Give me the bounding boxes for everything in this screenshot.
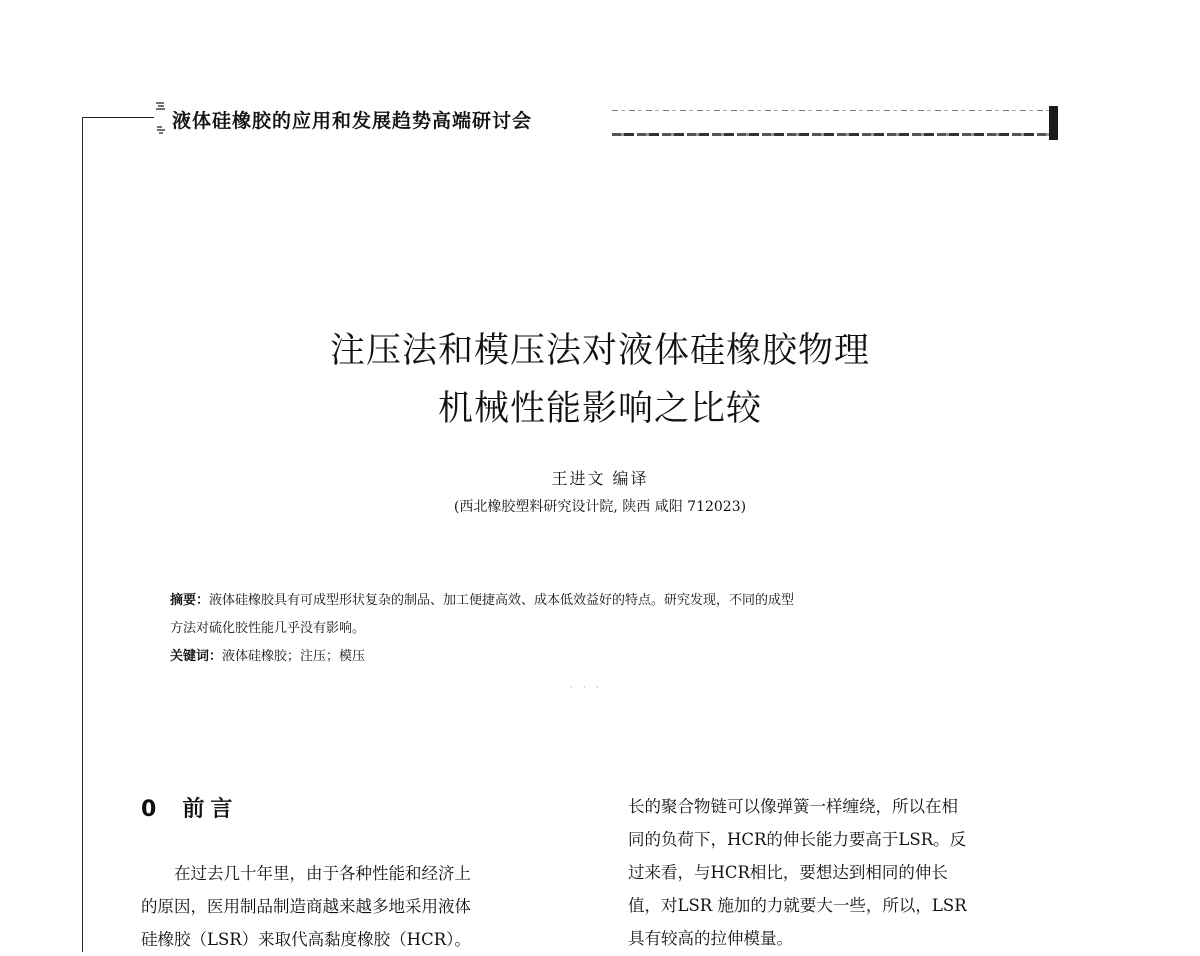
keywords [170,643,1050,671]
keywords-label: 关键词： [170,649,223,664]
body-column-right [628,790,1058,955]
article-title-line-2: 机械性能影响之比较 [437,389,762,429]
affiliation: (西北橡胶塑料研究设计院, 陕西 咸阳 712023) [453,499,747,515]
header-ornament-icon [154,101,168,135]
series-title: 液体硅橡胶的应用和发展趋势高端研讨会 [172,110,533,132]
body-column-left [141,790,591,956]
abstract-label: 摘要： [170,593,210,608]
body-line: 值，对LSR 施加的力就要大一些，所以，LSR [628,896,967,915]
section-title: 前言 [182,797,239,822]
body-paragraph [141,857,591,956]
header-connector-rule [82,117,154,118]
abstract-text-1: 液体硅橡胶具有可成型形状复杂的制品、加工便捷高效、成本低效益好的特点。研究发现，不同的成型 [209,593,795,608]
article-title [0,322,1200,438]
body-line: 在过去几十年里，由于各种性能和经济上 [174,864,471,883]
header-decorative-band [612,106,1058,142]
section-heading [141,790,591,830]
article-title-line-1: 注压法和模压法对液体硅橡胶物理 [329,331,870,371]
body-line: 过来看，与HCR相比，要想达到相同的伸长 [628,863,948,882]
body-line: 同的负荷下，HCR的伸长能力要高于LSR。反 [628,830,967,849]
body-line: 具有较高的拉伸模量。 [628,929,793,948]
keywords-text: 液体硅橡胶；注压；模压 [222,649,366,664]
body-line: 的原因，医用制品制造商越来越多地采用液体 [141,897,471,916]
body-line: 长的聚合物链可以像弹簧一样缠绕，所以在相 [628,797,958,816]
section-number: 0 [141,797,157,822]
body-line: 硅橡胶（LSR）来取代高黏度橡胶（HCR）。 [141,930,471,949]
author: 王进文 编译 [551,469,649,488]
abstract-line-2: 方法对硫化胶性能几乎没有影响。 [170,621,366,636]
abstract [170,587,1050,671]
decorative-dots: · · · [570,683,603,692]
left-margin-rule [82,117,83,952]
abstract-line-1 [170,587,1050,615]
